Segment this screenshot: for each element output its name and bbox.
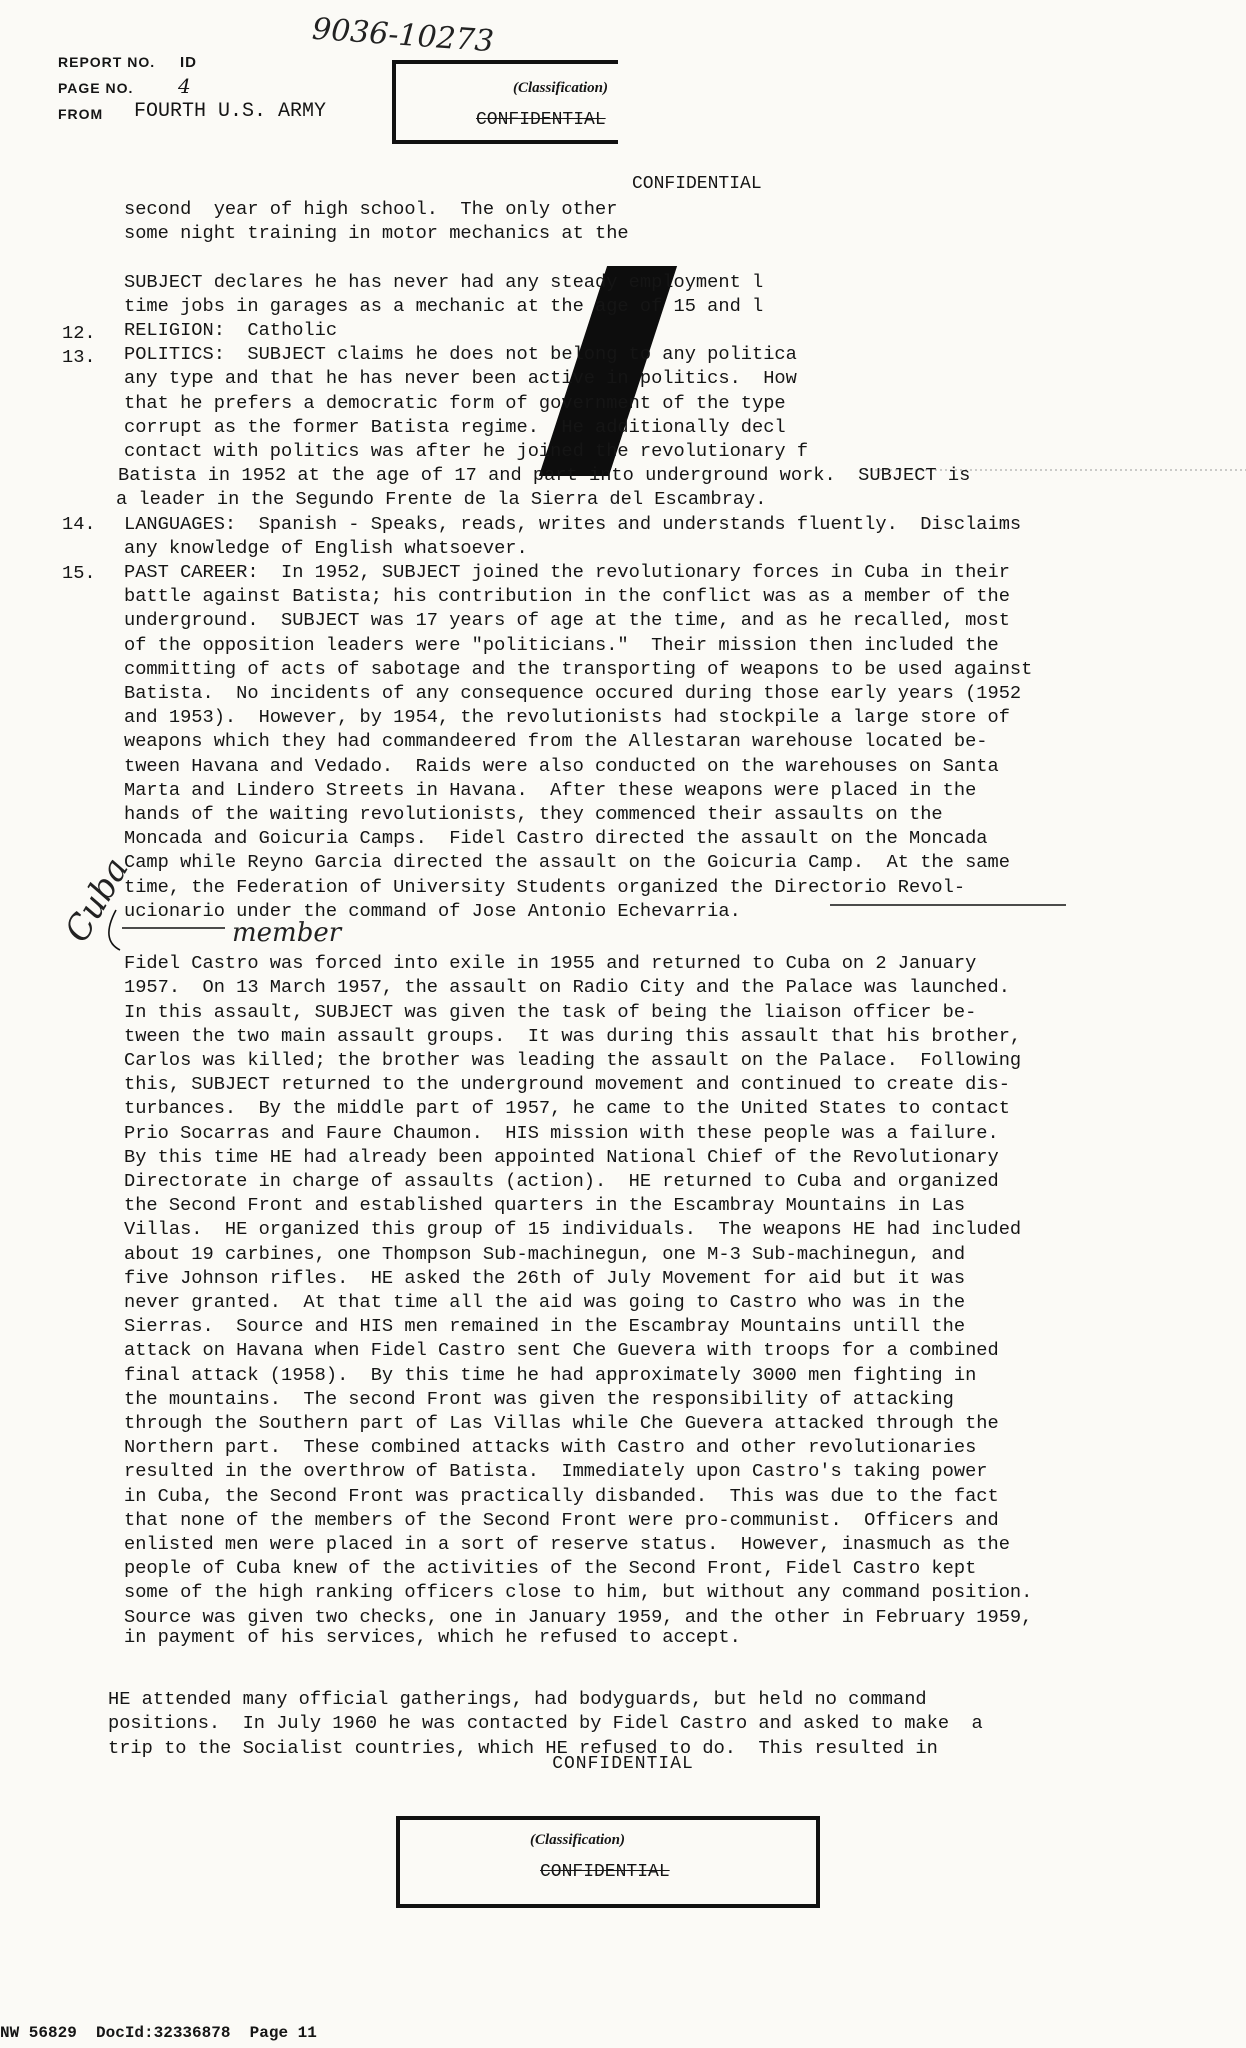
body-line: Carlos was killed; the brother was leading the assault on the Palace. Following [124,1049,1022,1071]
body-line: positions. In July 1960 he was contacted by Fidel Castro and asked to make a [108,1712,983,1735]
body-line: a leader in the Segundo Frente de la Sierra del Escambray. [116,488,767,511]
body-line: five Johnson rifles. HE asked the 26th of July Movement for aid but it was [124,1266,966,1289]
underline-directorio [0,0,1246,960]
report-no-value: ID [180,54,197,71]
body-line: Fidel Castro was forced into exile in 1955 and returned to Cuba on 2 January [124,952,977,975]
body-line: any type and that he has never been active in politics. How [124,367,797,390]
confidential-heading-top: CONFIDENTIAL [632,174,762,194]
classification-label-top: (Classification) [512,80,608,96]
body-line: through the Southern part of Las Villas while Che Guevera attacked through the [124,1412,999,1434]
body-line: enlisted men were placed in a sort of reserve status. However, inasmuch as the [124,1533,1010,1555]
body-line: LANGUAGES: Spanish - Speaks, reads, writes and understands fluently. Disclaims [124,512,1022,535]
classification-box-bottom [396,1816,820,1908]
confidential-heading-bottom: CONFIDENTIAL [552,1754,694,1774]
body-line: the mountains. The second Front was given the responsibility of attacking [124,1387,954,1410]
body-line: time, the Federation of University Students organized the Directorio Revol- [124,875,966,898]
body-line: underground. SUBJECT was 17 years of age at the time, and as he recalled, most [124,609,1010,632]
body-line: SUBJECT declares he has never had any steady employment l [124,270,764,293]
body-line: trip to the Socialist countries, which HE refused to do. This resulted in [108,1736,938,1759]
classification-label-bottom: (Classification) [530,1832,626,1848]
body-line: hands of the waiting revolutionists, they commenced their assaults on the [124,803,943,825]
item-number-13: 13. [62,346,96,368]
body-line: people of Cuba knew of the activities of the Second Front, Fidel Castro kept [124,1557,977,1580]
body-line: some of the high ranking officers close to him, but without any command position. [124,1581,1033,1604]
body-line: time jobs in garages as a mechanic at the age of 15 and l [124,294,764,317]
from-label: FROM [58,106,104,122]
body-line: turbances. By the middle part of 1957, he came to the United States to contact [124,1097,1010,1120]
body-line: Villas. HE organized this group of 15 individuals. The weapons HE had included [124,1218,1022,1241]
body-line: corrupt as the former Batista regime. He additionally decl [124,415,786,438]
margin-note-cuba: Cuba [57,851,137,949]
body-line: about 19 carbines, one Thompson Sub-machinegun, one M-3 Sub-machinegun, and [124,1242,966,1265]
body-line: Source was given two checks, one in January 1959, and the other in February 1959, [124,1605,1033,1628]
body-line: Prio Socarras and Faure Chaumon. HIS mission with these people was a failure. [124,1121,999,1144]
page-footer: NW 56829 DocId:32336878 Page 11 [0,2024,317,2042]
body-line: contact with politics was after he joined the revolutionary f [124,440,809,462]
classification-value-bottom: CONFIDENTIAL [540,1862,670,1882]
body-line: second year of high school. The only other [124,198,618,220]
body-line: some night training in motor mechanics at the [124,222,629,245]
body-line: in payment of his services, which he refused to accept. [124,1625,741,1648]
body-line: committing of acts of sabotage and the transporting of weapons to be used against [124,657,1033,680]
from-value: FOURTH U.S. ARMY [134,100,327,123]
page-no-label: PAGE NO. [58,80,134,96]
body-line: resulted in the overthrow of Batista. Immediately upon Castro's taking power [124,1460,988,1483]
body-line: Northern part. These combined attacks with Castro and other revolutionaries [124,1436,977,1459]
body-line: battle against Batista; his contribution in the conflict was as a member of the [124,585,1010,608]
body-line: attack on Havana when Fidel Castro sent Che Guevera with troops for a combined [124,1339,999,1362]
body-line: HE attended many official gatherings, had bodyguards, but held no command [108,1688,927,1711]
body-line: RELIGION: Catholic [124,319,338,341]
body-line: Marta and Lindero Streets in Havana. After these weapons were placed in the [124,778,977,801]
page-no-value: 4 [178,74,191,98]
body-line: ucionario under the command of Jose Antonio Echevarria. [124,899,741,922]
report-no-label: REPORT NO. [58,54,156,70]
body-line: By this time HE had already been appointed National Chief of the Revolutionary [124,1145,999,1168]
body-line: any knowledge of English whatsoever. [124,536,528,559]
body-line: Camp while Reyno Garcia directed the assault on the Goicuria Camp. At the same [124,851,1010,874]
classification-value-top: CONFIDENTIAL [476,110,606,130]
body-line: the Second Front and established quarters in the Escambray Mountains in Las [124,1194,966,1217]
body-line: this, SUBJECT returned to the underground movement and continued to create dis- [124,1073,1010,1096]
body-line: PAST CAREER: In 1952, SUBJECT joined the revolutionary forces in Cuba in their [124,561,1010,583]
margin-note-member: member [232,918,342,948]
body-line: In this assault, SUBJECT was given the task of being the liaison officer be- [124,1000,977,1023]
body-line: Directorate in charge of assaults (action). HE returned to Cuba and organized [124,1170,999,1192]
body-line: final attack (1958). By this time he had approximately 3000 men fighting in [124,1363,977,1386]
item-number-15: 15. [62,562,96,584]
item-number-12: 12. [62,322,96,344]
body-line: never granted. At that time all the aid was going to Castro who was in the [124,1291,966,1313]
body-line: of the opposition leaders were "politicians." Their mission then included the [124,633,999,656]
item-number-14: 14. [62,513,96,535]
handwritten-number: 9036-10273 [311,11,495,60]
body-line: tween Havana and Vedado. Raids were also conducted on the warehouses on Santa [124,754,999,777]
body-line: weapons which they had commandeered from the Allestaran warehouse located be- [124,730,988,753]
body-line: Sierras. Source and HIS men remained in the Escambray Mountains untill the [124,1315,966,1338]
body-line: POLITICS: SUBJECT claims he does not belong to any politica [124,343,797,366]
body-line: tween the two main assault groups. It was during this assault that his brother, [124,1024,1022,1047]
body-line: Moncada and Goicuria Camps. Fidel Castro directed the assault on the Moncada [124,827,988,850]
body-line: that he prefers a democratic form of government of the type [124,391,786,414]
body-line: that none of the members of the Second Front were pro-communist. Officers and [124,1508,999,1531]
body-line: 1957. On 13 March 1957, the assault on Radio City and the Palace was launched. [124,976,1010,999]
body-line: Batista. No incidents of any consequence occured during those early years (1952 [124,682,1022,704]
body-line: Batista in 1952 at the age of 17 and part into underground work. SUBJECT is [118,464,971,487]
body-line: in Cuba, the Second Front was practically disbanded. This was due to the fact [124,1484,999,1507]
body-line: and 1953). However, by 1954, the revolutionists had stockpile a large store of [124,706,1010,729]
